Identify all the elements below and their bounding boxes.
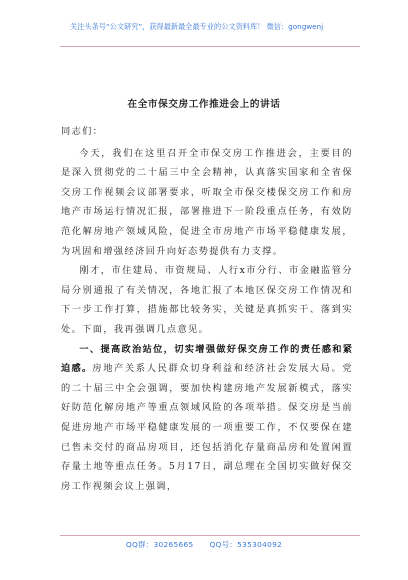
paragraph-1: 今天，我们在这里召开全市保交房工作推进会，主要目的是深入贯彻党的二十届三中全会精神，认真落实国家和全省保交房工作视频会议部署要求，听取全市保交楼保交房工作和房地产市场运行情况汇报，部署推进下一阶段重点任务，有效防范化解房地产领域风险，促进全市房地产市场平稳健康发展，为巩固和增强经济回升向好态势提供有力支撑。 <box>61 147 353 257</box>
footer-contact <box>0 539 408 550</box>
salutation: 同志们： <box>61 126 104 137</box>
footer-divider <box>60 535 360 536</box>
section-1-text: 房地产关系人民群众切身利益和经济社会发展大局。党的二十届三中全会强调，要加快构建房地产发展新模式，落实好防范化解房地产等重点领域风险的各项举措。保交房是当前促进房地产市场平稳健康发展的一项重要工作，不仅要保在建已售未交付的商品房项目，还包括消化存量商品房和处置闲置存量土地等重点任务。5月17日，副总理在全国切实做好保交房工作视频会议上强调， <box>61 363 354 492</box>
document-body <box>61 122 353 496</box>
section-1-paragraph <box>61 340 353 497</box>
header-promo-text: 关注头条号“公文研究”，获得最新最全最专业的公文资料库！ 微信：gongwenj <box>70 22 324 31</box>
paragraph-2: 刚才，市住建局、市资规局、人行x市分行、市金融监管分局分别通报了有关情况，各地汇报了本地区保交房工作情况和下一步工作打算，措施都比较务实，关键是真抓实干、落到实处。下面，我再强调几点意见。 <box>61 265 353 335</box>
footer-qq-group: QQ群：30265665 <box>125 540 194 549</box>
header-divider <box>60 46 360 47</box>
document-title: 在全市保交房工作推进会上的讲话 <box>127 99 281 110</box>
footer-qq-number: QQ号：535304092 <box>209 540 283 549</box>
section-1-heading: 一、提高政治站位，切实增强做好保交房工作的责任感和紧迫感。 <box>61 343 353 375</box>
